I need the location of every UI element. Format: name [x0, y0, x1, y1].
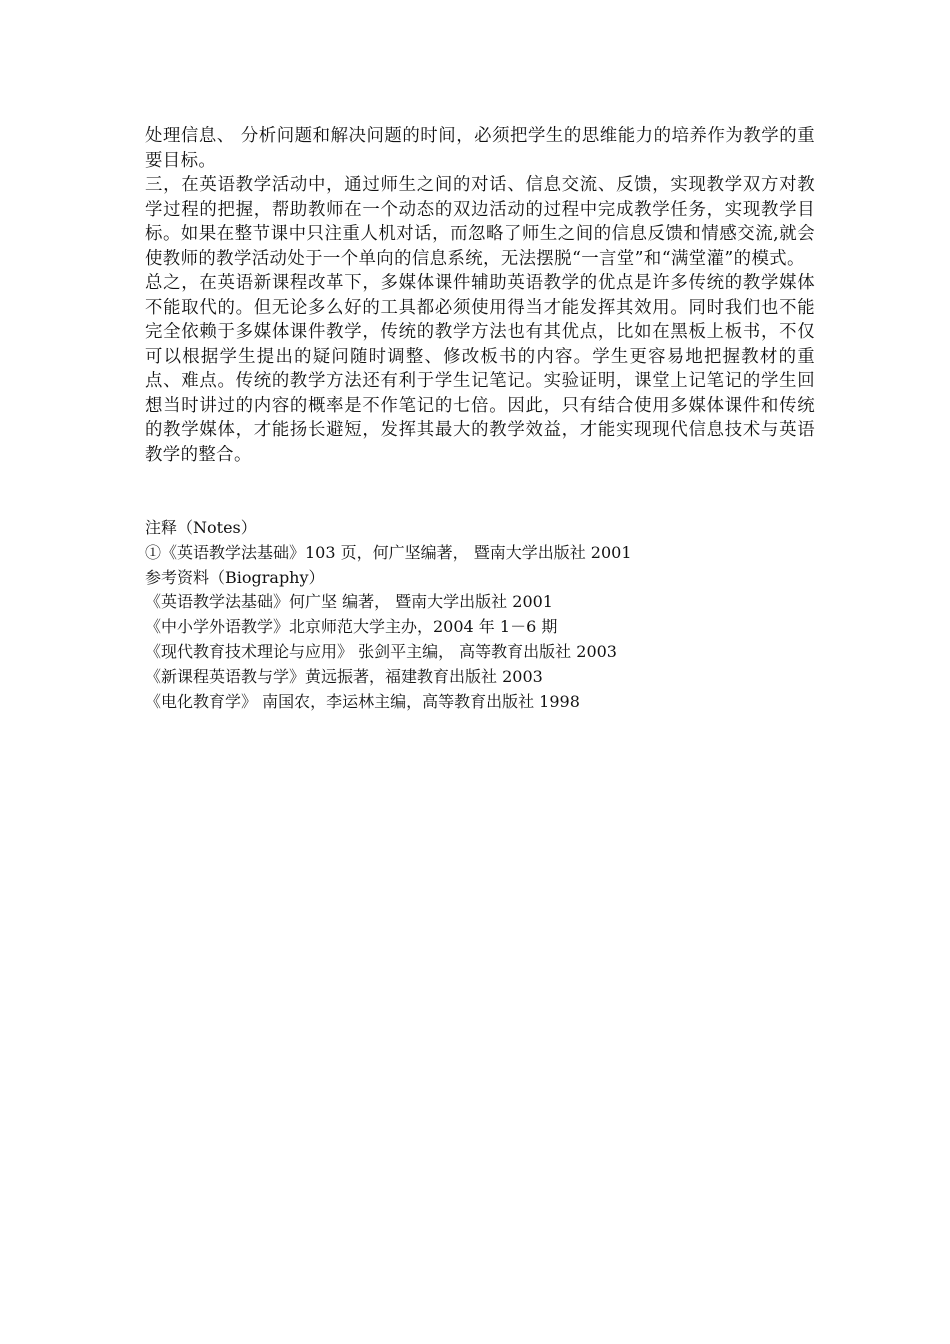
reference-item: 《电化教育学》 南国农，李运林主编，高等教育出版社 1998: [145, 691, 580, 711]
section-spacer: [145, 467, 815, 516]
paragraph-point-three: 三，在英语教学活动中，通过师生之间的对话、信息交流、反馈，实现教学双方对教学过程的把握，帮助教师在一个动态的双边活动的过程中完成教学任务，实现教学目标。如果在整节课中只注重人机对话，而忽略了师生之间的信息反馈和情感交流,就会使教师的教学活动处于一个单向的信息系统，无法摆脱“一言堂”和“满堂灌”的模式。: [145, 175, 815, 269]
reference-item: 《新课程英语教与学》黄远振著，福建教育出版社 2003: [145, 666, 543, 686]
paragraph-thinking-ability: 处理信息、 分析问题和解决问题的时间，必须把学生的思维能力的培养作为教学的重要目标。: [145, 126, 815, 171]
reference-item: 《英语教学法基础》何广坚 编著， 暨南大学出版社 2001: [145, 592, 553, 612]
notes-heading: 注释（Notes）: [145, 518, 257, 537]
reference-item: 《现代教育技术理论与应用》 张剑平主编， 高等教育出版社 2003: [145, 641, 617, 661]
notes-section: [145, 516, 815, 714]
references-heading: 参考资料（Biography）: [145, 567, 325, 587]
note-item: ①《英语教学法基础》103 页，何广坚编著， 暨南大学出版社 2001: [145, 542, 632, 562]
paragraph-conclusion: 总之，在英语新课程改革下，多媒体课件辅助英语教学的优点是许多传统的教学媒体不能取代的。但无论多么好的工具都必须使用得当才能发挥其效用。同时我们也不能完全依赖于多媒体课件教学，传统的教学方法也有其优点，比如在黑板上板书，不仅可以根据学生提出的疑问随时调整、修改板书的内容。学生更容易地把握教材的重点、难点。传统的教学方法还有利于学生记笔记。实验证明，课堂上记笔记的学生回想当时讲过的内容的概率是不作笔记的七倍。因此，只有结合使用多媒体课件和传统的教学媒体，才能扬长避短，发挥其最大的教学效益，才能实现现代信息技术与英语教学的整合。: [145, 273, 815, 465]
reference-item: 《中小学外语教学》北京师范大学主办，2004 年 1－6 期: [145, 617, 558, 637]
body-text: [145, 124, 815, 467]
document-page: [145, 124, 815, 714]
